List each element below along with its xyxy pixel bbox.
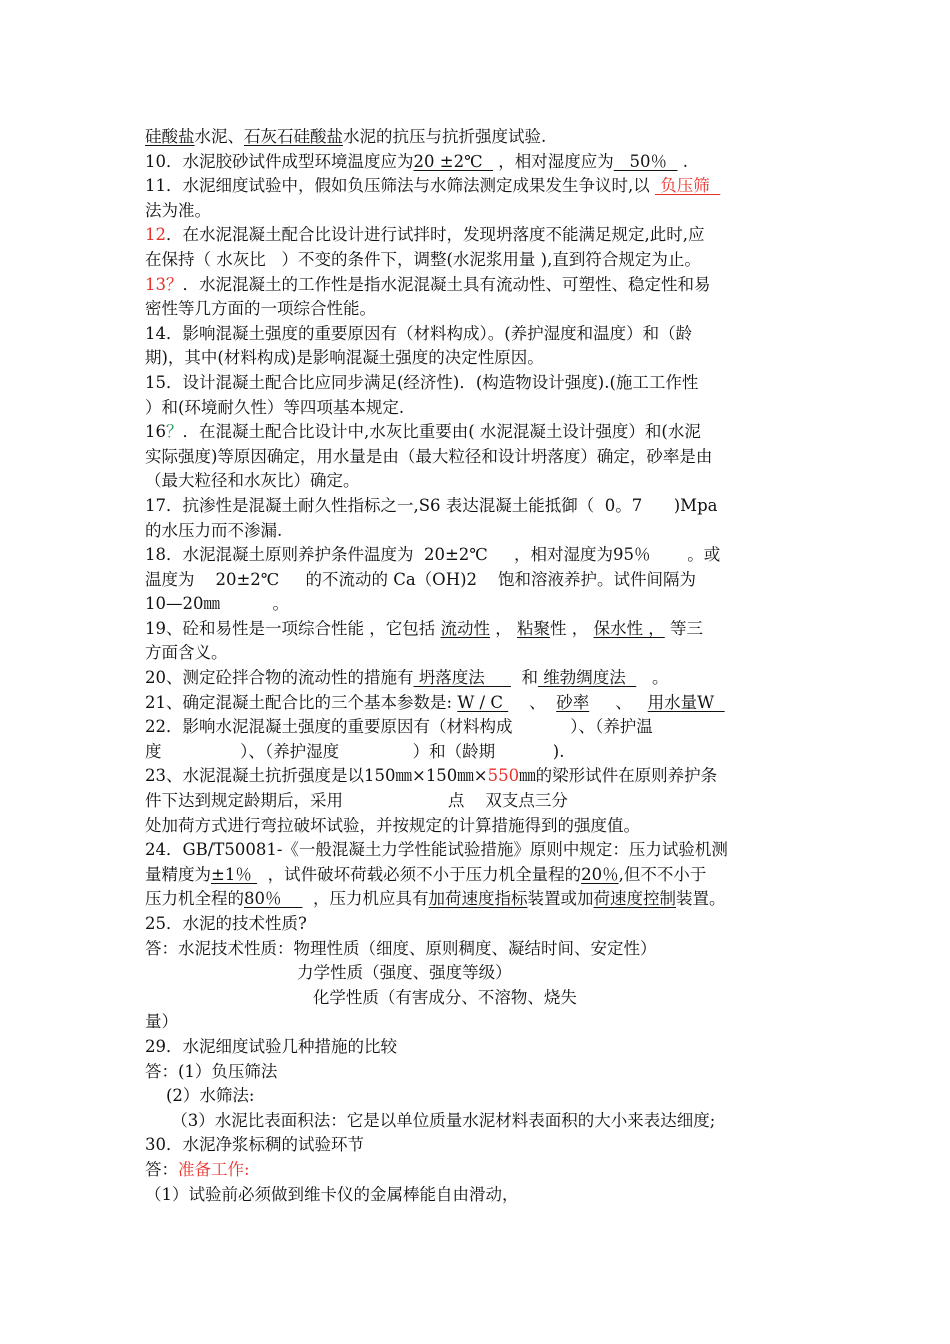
text-line (145, 199, 815, 224)
text-span: 22．影响水泥混凝土强度的重要原因有（材料构成 ）、（养护温 (145, 717, 653, 737)
text-span: 坍落度法 (413, 668, 511, 688)
text-span: 、 (589, 692, 648, 712)
text-span: 度 ）、（养护湿度 ）和（龄期 ). (145, 741, 565, 761)
text-line (145, 1183, 815, 1208)
text-line (145, 469, 815, 494)
text-span: 负压筛 (655, 176, 721, 196)
text-span: 20 ±2℃ (413, 151, 494, 171)
text-span: ，压力机应具有 (302, 889, 429, 909)
text-line (145, 691, 815, 716)
text-line (145, 150, 815, 175)
text-span: ， (490, 618, 517, 638)
text-line (145, 420, 815, 445)
text-span: 答： (145, 1159, 178, 1179)
text-line (145, 592, 815, 617)
text-span: 用水量W (647, 692, 725, 712)
text-span: 实际强度)等原因确定，用水量是由（最大粒径和设计坍落度）确定，砂率是由 (145, 446, 713, 466)
text-line (145, 937, 815, 962)
text-line (145, 814, 815, 839)
text-line (145, 863, 815, 888)
text-span: 量精度为 (145, 864, 211, 884)
text-span: ，相对湿度应为 (493, 151, 614, 171)
text-span: ±1％ (211, 864, 258, 884)
text-span: 、 (508, 692, 557, 712)
text-span: 密性等几方面的一项综合性能。 (145, 299, 376, 319)
text-span: 30．水泥净浆标稠的试验环节 (145, 1135, 364, 1155)
text-span: 25．水泥的技术性质? (145, 914, 307, 933)
text-line (145, 445, 815, 470)
text-span: 装置。 (675, 889, 726, 909)
text-span: 10—20㎜ 。 (145, 594, 289, 614)
text-span: 24．GB/T50081-《一般混凝土力学性能试验措施》原则中规定：压力试验机测 (145, 840, 728, 860)
text-span: 流动性 (440, 618, 490, 638)
text-line (145, 986, 815, 1011)
text-span: 答：(1）负压筛法 (145, 1061, 278, 1081)
text-span: 11．水泥细度试验中，假如负压筛法与水筛法测定成果发生争议时,以 (145, 176, 655, 196)
text-span: 法为准。 (145, 200, 211, 220)
text-span: (2）水筛法: (145, 1086, 255, 1106)
text-span: . (677, 151, 688, 171)
text-line (145, 666, 815, 691)
text-span: 压力机全程的 (145, 889, 244, 909)
text-span: ．在水泥混凝土配合比设计进行试拌时，发现坍落度不能满足规定,此时,应 (166, 225, 705, 245)
text-line (145, 961, 815, 986)
text-span: 维勃绸度法 (537, 668, 637, 688)
text-span: 13？ (145, 274, 183, 294)
text-span: 砂率 (556, 692, 590, 712)
text-span: 化学性质（有害成分、不溶物、烧失 (145, 987, 577, 1007)
text-span: 80％ (244, 889, 303, 909)
text-line (145, 715, 815, 740)
text-span: 和 (510, 668, 538, 688)
text-line (145, 297, 815, 322)
text-line (145, 1060, 815, 1085)
text-span: 18．水泥混凝土原则养护条件温度为 20±2℃ ，相对湿度为95％ 。或 (145, 545, 721, 565)
text-span: ）和(环境耐久性）等四项基本规定. (145, 397, 405, 417)
text-line (145, 273, 815, 298)
text-span: 12 (145, 225, 166, 245)
text-span: 14．影响混凝土强度的重要原因有（材料构成）。(养护湿度和温度）和（龄 (145, 323, 693, 343)
text-line (145, 617, 815, 642)
text-span: 10．水泥胶砂试件成型环境温度应为 (145, 151, 414, 171)
text-line (145, 494, 815, 519)
text-line (145, 174, 815, 199)
text-span: 温度为 20±2℃ 的不流动的 Ca（OH)2 饱和溶液养护。试件间隔为 (145, 569, 697, 589)
text-span: （1）试验前必须做到维卡仪的金属棒能自由滑动， (145, 1184, 519, 1204)
text-span: 量） (145, 1012, 178, 1032)
text-line (145, 887, 815, 912)
text-span: 等三 (664, 618, 703, 638)
text-span: 29．水泥细度试验几种措施的比较 (145, 1036, 397, 1056)
document-body (145, 125, 815, 1207)
text-span: ,但不不小于 (618, 864, 707, 884)
text-line (145, 371, 815, 396)
text-line (145, 519, 815, 544)
text-span: 答：水泥技术性质：物理性质（细度、原则稠度、凝结时间、安定性） (145, 938, 657, 958)
text-span: 19、砼和易性是一项综合性能 ，它包括 (145, 618, 441, 638)
text-span: 550 (487, 766, 520, 786)
text-line (145, 740, 815, 765)
text-span: ．在混凝土配合比设计中,水灰比重要由( 水泥混凝土设计强度）和(水泥 (182, 422, 701, 442)
text-span: 20、测定砼拌合物的流动性的措施有 (145, 668, 414, 688)
text-span: 硅酸盐 (145, 127, 195, 146)
text-span: 力学性质（强度、强度等级） (145, 963, 512, 983)
text-span: 装置或加 (527, 889, 594, 909)
text-span: 的水压力而不渗漏. (145, 520, 283, 540)
text-line (145, 1084, 815, 1109)
text-span: 23、水泥混凝土抗折强度是以150㎜×150㎜× (145, 766, 488, 786)
text-span: 荷速度控制 (593, 889, 676, 909)
text-span: 粘聚 (517, 618, 550, 638)
text-span: ？ (166, 422, 183, 442)
text-span: 处加荷方式进行弯拉破坏试验，并按规定的计算措施得到的强度值。 (145, 815, 640, 835)
text-line (145, 568, 815, 593)
text-line (145, 1035, 815, 1060)
text-span: 加荷速度指标 (428, 889, 528, 909)
text-span: （最大粒径和水灰比）确定。 (145, 471, 360, 491)
text-line (145, 543, 815, 568)
text-span: W / C (457, 692, 509, 712)
text-span: ，试件破坏荷载必须不小于压力机全量程的 (257, 864, 582, 884)
text-span: 准备工作: (178, 1159, 250, 1179)
text-span: 16 (145, 422, 166, 442)
text-span: （3）水泥比表面积法：它是以单位质量水泥材料表面积的大小来表达细度; (145, 1110, 716, 1130)
text-line (145, 764, 815, 789)
text-span: 21、确定混凝土配合比的三个基本参数是: (145, 692, 458, 712)
text-line (145, 396, 815, 421)
text-line (145, 1109, 815, 1134)
text-line (145, 1158, 815, 1183)
text-line (145, 838, 815, 863)
text-span: 水泥、 (194, 127, 244, 146)
text-line (145, 346, 815, 371)
text-span: 期)，其中(材料构成)是影响混凝土强度的决定性原因。 (145, 348, 544, 368)
text-span: 件下达到规定龄期后，采用 点 双支点三分 (145, 791, 568, 811)
text-span: 50％ (613, 151, 678, 171)
text-span: 在保持（ 水灰比 ）不变的条件下，调整(水泥浆用量 ),直到符合规定为止。 (145, 249, 701, 269)
text-span: 20％ (581, 864, 619, 884)
text-line (145, 912, 815, 937)
text-span: 15．设计混凝土配合比应同步满足(经济性)．(构造物设计强度).(施工工作性 (145, 372, 699, 392)
text-span: 保水性 ， (593, 618, 665, 638)
text-line (145, 322, 815, 347)
text-span: 水泥的抗压与抗折强度试验. (343, 127, 547, 146)
text-span: 性 ， (550, 618, 594, 638)
text-span: ㎜的梁形试件在原则养护条 (519, 766, 718, 786)
text-span: ．水泥混凝土的工作性是指水泥混凝土具有流动性、可塑性、稳定性和易 (182, 274, 711, 294)
text-line (145, 789, 815, 814)
text-line (145, 223, 815, 248)
text-span: 。 (636, 668, 669, 688)
text-span: 17．抗渗性是混凝土耐久性指标之一,S6 表达混凝土能抵御（ 0。7 )Mpa (145, 495, 718, 515)
text-line (145, 125, 815, 150)
text-line (145, 1133, 815, 1158)
text-line (145, 641, 815, 666)
text-span: 石灰石硅酸盐 (244, 127, 343, 146)
text-line (145, 1010, 815, 1035)
text-span: 方面含义。 (145, 643, 228, 663)
text-line (145, 248, 815, 273)
